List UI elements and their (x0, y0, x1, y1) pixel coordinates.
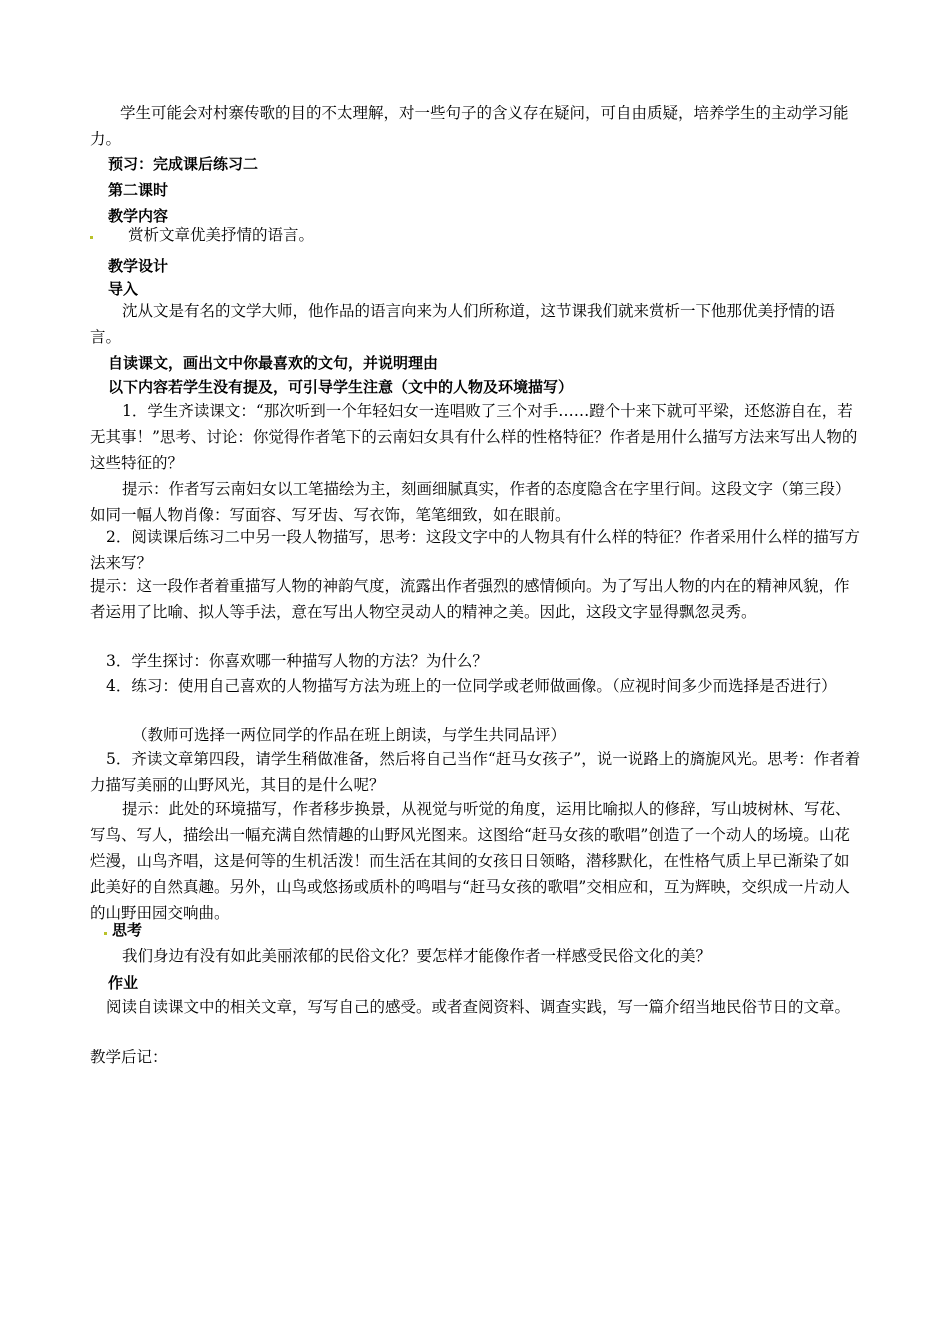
guidance-heading: 以下内容若学生没有提及，可引导学生注意（文中的人物及环境描写） (108, 378, 574, 396)
paragraph-student-questions: 学生可能会对村寨传歌的目的不太理解，对一些句子的含义存在疑问，可自由质疑，培养学生的主动学习能力。 (90, 104, 849, 148)
margin-mark (104, 932, 107, 935)
margin-mark (90, 236, 93, 239)
question-4: 4．练习：使用自己喜欢的人物描写方法为班上的一位同学或老师做画像。（应视时间多少而选择是否进行） (106, 677, 837, 695)
teaching-content-text: 赏析文章优美抒情的语言。 (128, 226, 315, 244)
question-5: 5．齐读文章第四段，请学生稍做准备，然后将自己当作“赶马女孩子”，说一说路上的旖旎风光。思考：作者着力描写美丽的山野风光，其目的是什么呢？ (90, 750, 861, 794)
homework-paragraph: 阅读自读课文中的相关文章，写写自己的感受。或者查阅资料、调查实践，写一篇介绍当地民俗节日的文章。 (106, 998, 851, 1016)
introduction-paragraph: 沈从文是有名的文学大师，他作品的语言向来为人们所称道，这节课我们就来赏析一下他那优美抒情的语言。 (90, 302, 836, 346)
teaching-content-heading: 教学内容 (108, 207, 169, 225)
introduction-heading: 导入 (108, 280, 139, 298)
question-3: 3．学生探讨：你喜欢哪一种描写人物的方法？为什么？ (106, 652, 488, 670)
reflection-paragraph: 我们身边有没有如此美丽浓郁的民俗文化？要怎样才能像作者一样感受民俗文化的美？ (122, 947, 712, 965)
preview-heading: 预习：完成课后练习二 (108, 155, 259, 173)
reflection-heading: 思考 (112, 921, 143, 939)
teaching-design-heading: 教学设计 (108, 257, 169, 275)
question-2: 2．阅读课后练习二中另一段人物描写，思考：这段文字中的人物具有什么样的特征？作者采用什么样的描写方法来写？ (90, 528, 860, 572)
self-reading-heading: 自读课文，画出文中你最喜欢的文句，并说明理由 (108, 354, 439, 372)
hint-5: 提示：此处的环境描写，作者移步换景，从视觉与听觉的角度，运用比喻拟人的修辞，写山坡树林、写花、写鸟、写人，描绘出一幅充满自然情趣的山野风光图来。这图给“赶马女孩的歌唱”创造了一个动人的场境。山花烂漫，山鸟齐唱，这是何等的生机活泼！而生活在其间的女孩日日领略，潜移默化，在性格气质上早已渐染了如此美好的自然真趣。另外，山鸟或悠扬或质朴的鸣唱与“赶马女孩的歌唱”交相应和，互为辉映，交织成一片动人的山野田园交响曲。 (90, 800, 851, 922)
teaching-notes-label: 教学后记： (90, 1048, 168, 1066)
question-4-note: （教师可选择一两位同学的作品在班上朗读，与学生共同品评） (132, 726, 567, 744)
hint-1: 提示：作者写云南妇女以工笔描绘为主，刻画细腻真实，作者的态度隐含在字里行间。这段文字（第三段）如同一幅人物肖像：写面容、写牙齿、写衣饰，笔笔细致，如在眼前。 (90, 480, 851, 524)
lesson-two-heading: 第二课时 (108, 181, 169, 199)
homework-heading: 作业 (108, 974, 139, 992)
question-1: 1．学生齐读课文：“那次听到一个年轻妇女一连唱败了三个对手……蹬个十来下就可平梁，还悠游自在，若无其事！”思考、讨论：你觉得作者笔下的云南妇女具有什么样的性格特征？作者是用什么描写方法来写出人物的这些特征的？ (90, 402, 858, 472)
hint-2: 提示：这一段作者着重描写人物的神韵气度，流露出作者强烈的感情倾向。为了写出人物的内在的精神风貌，作者运用了比喻、拟人等手法，意在写出人物空灵动人的精神之美。因此，这段文字显得飘忽灵秀。 (90, 577, 850, 621)
